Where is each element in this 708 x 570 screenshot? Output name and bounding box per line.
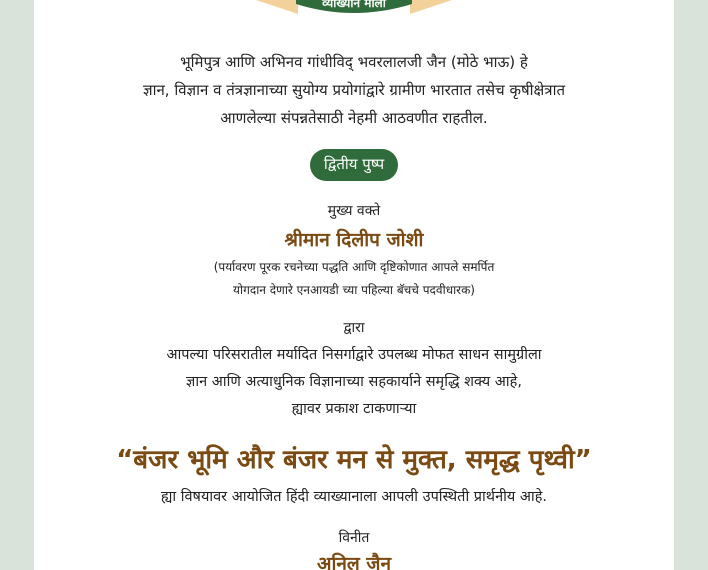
invitation-text: ह्या विषयावर आयोजित हिंदी व्याख्यानाला आपली उपस्थिती प्रार्थनीय आहे. [160,489,548,505]
intro-line: भूमिपुत्र आणि अभिनव गांधीविद् भवरलालजी जैन (मोठे भाऊ) हे [180,53,528,71]
lecture-topic-title: “बंजर भूमि और बंजर मन से मुक्त, समृद्ध पृथ्वी” [116,445,592,475]
speaker-role-label: मुख्य वक्ते [327,203,381,219]
intro-line: ज्ञान, विज्ञान व तंत्रज्ञानाच्या सुयोग्य प्रयोगांद्वारे ग्रामीण भारतात तसेच कृषीक्षेत्रात [142,81,566,99]
intro-paragraph [34,48,674,132]
by-label: द्वारा [343,320,365,336]
description-line: ज्ञान आणि अत्याधुनिक विज्ञानाच्या सहकार्याने समृद्धि शक्य आहे, [186,374,522,390]
speaker-bio-line: (पर्यावरण पूरक रचनेच्या पद्धति आणि दृष्टिकोणात आपले समर्पित [213,260,495,274]
signatory-name: अनिल जैन [316,553,392,570]
description-paragraph [34,342,674,423]
speaker-bio [34,256,674,302]
header-ribbon [238,0,470,22]
closing-label: विनीत [338,530,370,546]
ribbon-title: व्याख्यान माला [322,0,386,10]
invitation-card [34,0,674,570]
description-line: आपल्या परिसरातील मर्यादित निसर्गाद्वारे उपलब्ध मोफत साधन सामुग्रीला [166,347,542,363]
intro-line: आणलेल्या संपन्नतेसाठी नेहमी आठवणीत राहतील. [220,109,488,127]
speaker-name: श्रीमान दिलीप जोशी [284,229,424,251]
lecture-number-badge: द्वितीय पुष्प [310,149,398,181]
description-line: ह्यावर प्रकाश टाकणाऱ्या [291,401,417,417]
speaker-bio-line: योगदान देणारे एनआयडी च्या पहिल्या बॅचचे पदवीधारक) [233,283,475,297]
